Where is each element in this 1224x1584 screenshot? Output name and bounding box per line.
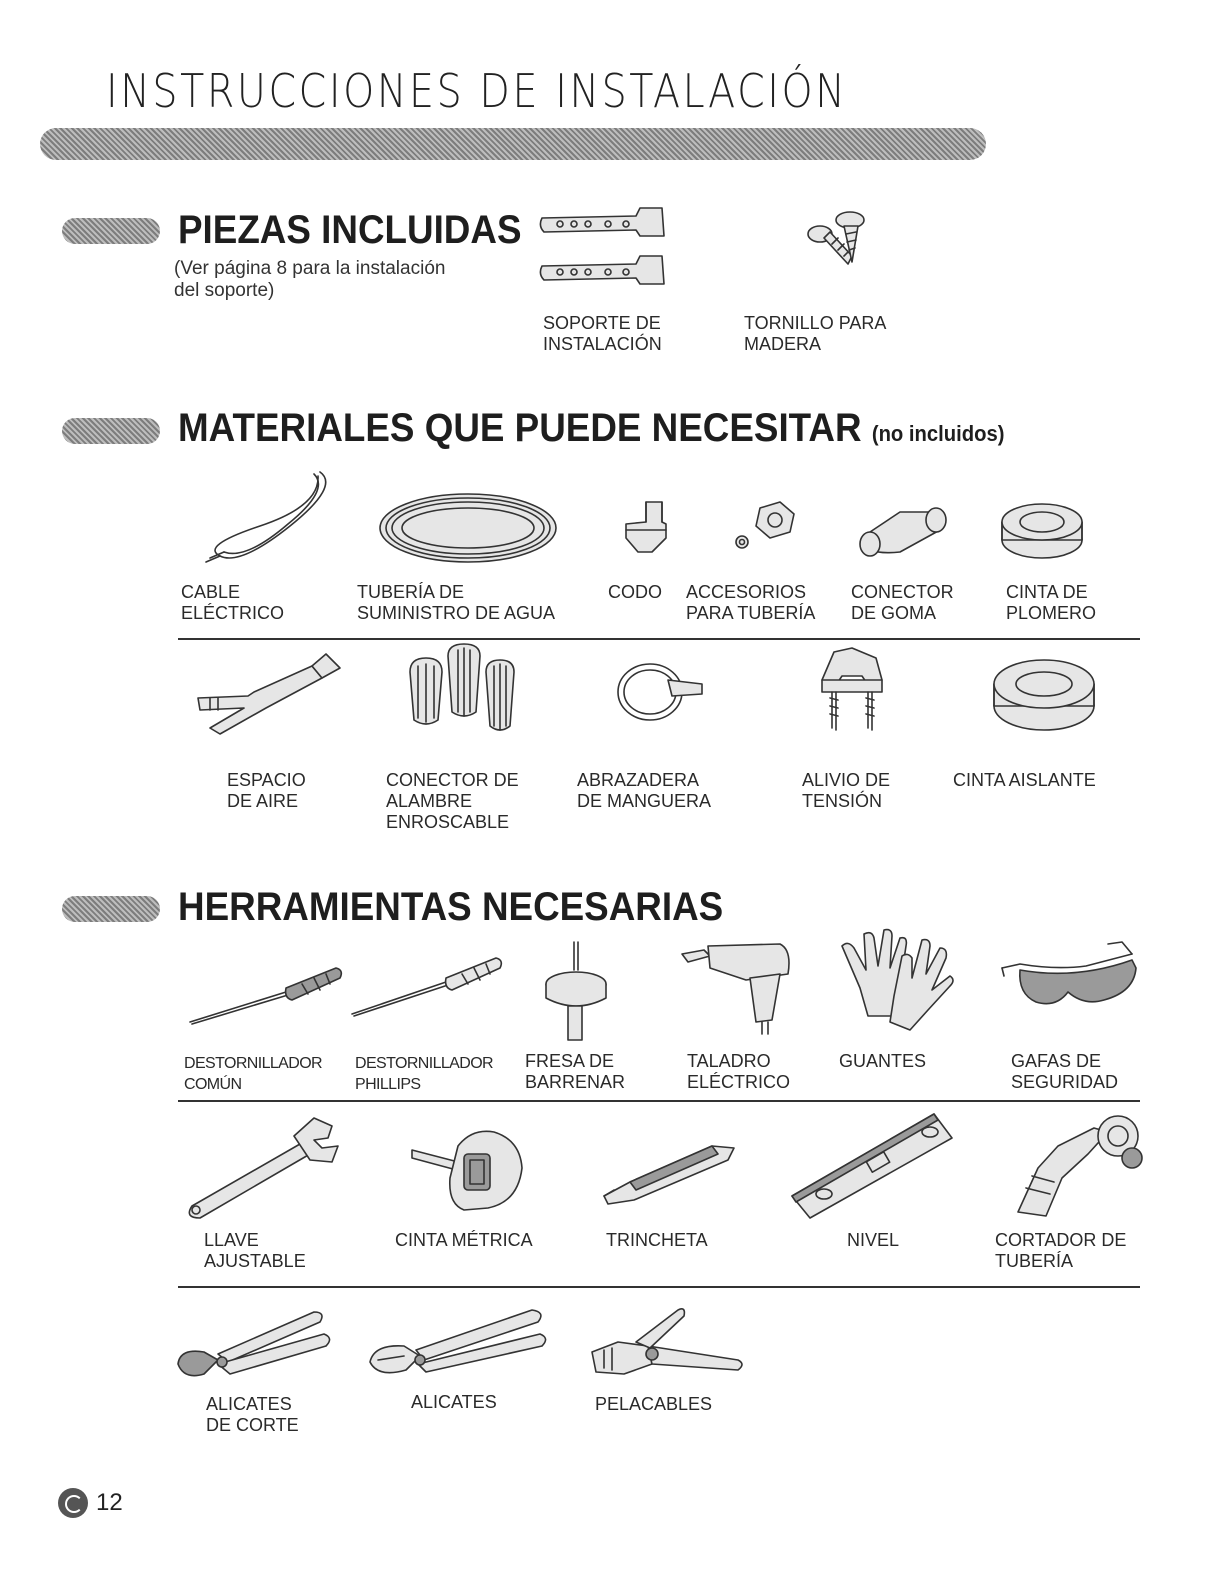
wire-nut-icon (402, 648, 522, 744)
section-marker (62, 418, 160, 444)
item-label: TUBERÍA DE SUMINISTRO DE AGUA (357, 582, 556, 623)
item-label: SOPORTE DE INSTALACIÓN (543, 313, 662, 354)
wire-cutters-icon (174, 1304, 344, 1384)
item-label: DESTORNILLADOR PHILLIPS (355, 1055, 494, 1093)
air-gap-icon (194, 650, 354, 750)
item-label: ABRAZADERA DE MANGUERA (577, 770, 712, 811)
section-title-suffix: (no incluidos) (871, 421, 1005, 446)
water-supply-tubing-icon (376, 488, 566, 568)
pipe-fittings-icon (730, 498, 796, 554)
item-label: PELACABLES (595, 1394, 713, 1414)
phillips-screwdriver-icon (346, 950, 506, 1020)
flat-screwdriver-icon (186, 962, 346, 1028)
level-icon (788, 1110, 958, 1220)
divider (178, 1286, 1140, 1288)
section-title-text: MATERIALES QUE PUEDE NECESITAR (178, 406, 862, 450)
adjustable-wrench-icon (182, 1114, 342, 1224)
item-label: CONECTOR DE GOMA (851, 582, 954, 623)
item-label: CABLE ELÉCTRICO (181, 582, 285, 623)
item-label: ACCESORIOS PARA TUBERÍA (686, 582, 816, 623)
item-label: CINTA AISLANTE (953, 770, 1096, 790)
section-title-herramientas: HERRAMIENTAS NECESARIAS (178, 885, 724, 929)
item-label: ESPACIO DE AIRE (227, 770, 306, 811)
rubber-connector-icon (856, 496, 952, 562)
utility-knife-icon (600, 1138, 740, 1208)
section-marker (62, 218, 160, 244)
item-label: NIVEL (847, 1230, 900, 1250)
pliers-icon (364, 1306, 554, 1386)
item-label: TRINCHETA (606, 1230, 708, 1250)
item-label: ALICATES DE CORTE (206, 1394, 299, 1435)
item-label: TORNILLO PARA MADERA (744, 313, 887, 354)
mounting-bracket-icon (536, 202, 686, 302)
wire-stripper-icon (588, 1302, 748, 1392)
item-label: ALICATES (411, 1392, 497, 1412)
item-label: CINTA MÉTRICA (395, 1230, 533, 1250)
gloves-icon (838, 926, 954, 1036)
wood-screw-icon (800, 206, 890, 276)
item-label: LLAVE AJUSTABLE (204, 1230, 306, 1271)
page-footer (58, 1488, 123, 1518)
plumber-tape-icon (998, 490, 1088, 564)
page-title: INSTRUCCIONES DE INSTALACIÓN (106, 64, 848, 118)
item-label: TALADRO ELÉCTRICO (687, 1051, 791, 1092)
electric-drill-icon (680, 940, 800, 1036)
item-label: CODO (608, 582, 662, 602)
item-label: FRESA DE BARRENAR (525, 1051, 626, 1092)
tape-measure-icon (408, 1120, 528, 1220)
lg-logo-icon (58, 1488, 88, 1518)
divider (178, 1100, 1140, 1102)
item-label: CINTA DE PLOMERO (1006, 582, 1097, 623)
section-note-piezas: (Ver página 8 para la instalación del soporte) (174, 258, 446, 301)
section-title-materiales (178, 406, 1004, 451)
page-number: 12 (96, 1489, 123, 1516)
electrical-tape-icon (990, 654, 1100, 734)
divider (178, 638, 1140, 640)
item-label: GAFAS DE SEGURIDAD (1011, 1051, 1119, 1092)
power-cord-icon (200, 466, 340, 576)
hole-saw-icon (540, 940, 610, 1046)
item-label: ALIVIO DE TENSIÓN (802, 770, 891, 811)
item-label: GUANTES (839, 1051, 927, 1071)
section-title-piezas: PIEZAS INCLUIDAS (178, 208, 522, 252)
item-label: CONECTOR DE ALAMBRE ENROSCABLE (386, 770, 519, 832)
strain-relief-icon (812, 648, 892, 740)
section-marker (62, 896, 160, 922)
hose-clamp-icon (610, 656, 710, 726)
item-label: DESTORNILLADOR COMÚN (184, 1055, 323, 1093)
safety-glasses-icon (996, 940, 1142, 1014)
title-bar-decoration (40, 128, 986, 160)
pipe-cutter-icon (1008, 1108, 1148, 1220)
item-label: CORTADOR DE TUBERÍA (995, 1230, 1127, 1271)
elbow-fitting-icon (622, 498, 676, 562)
